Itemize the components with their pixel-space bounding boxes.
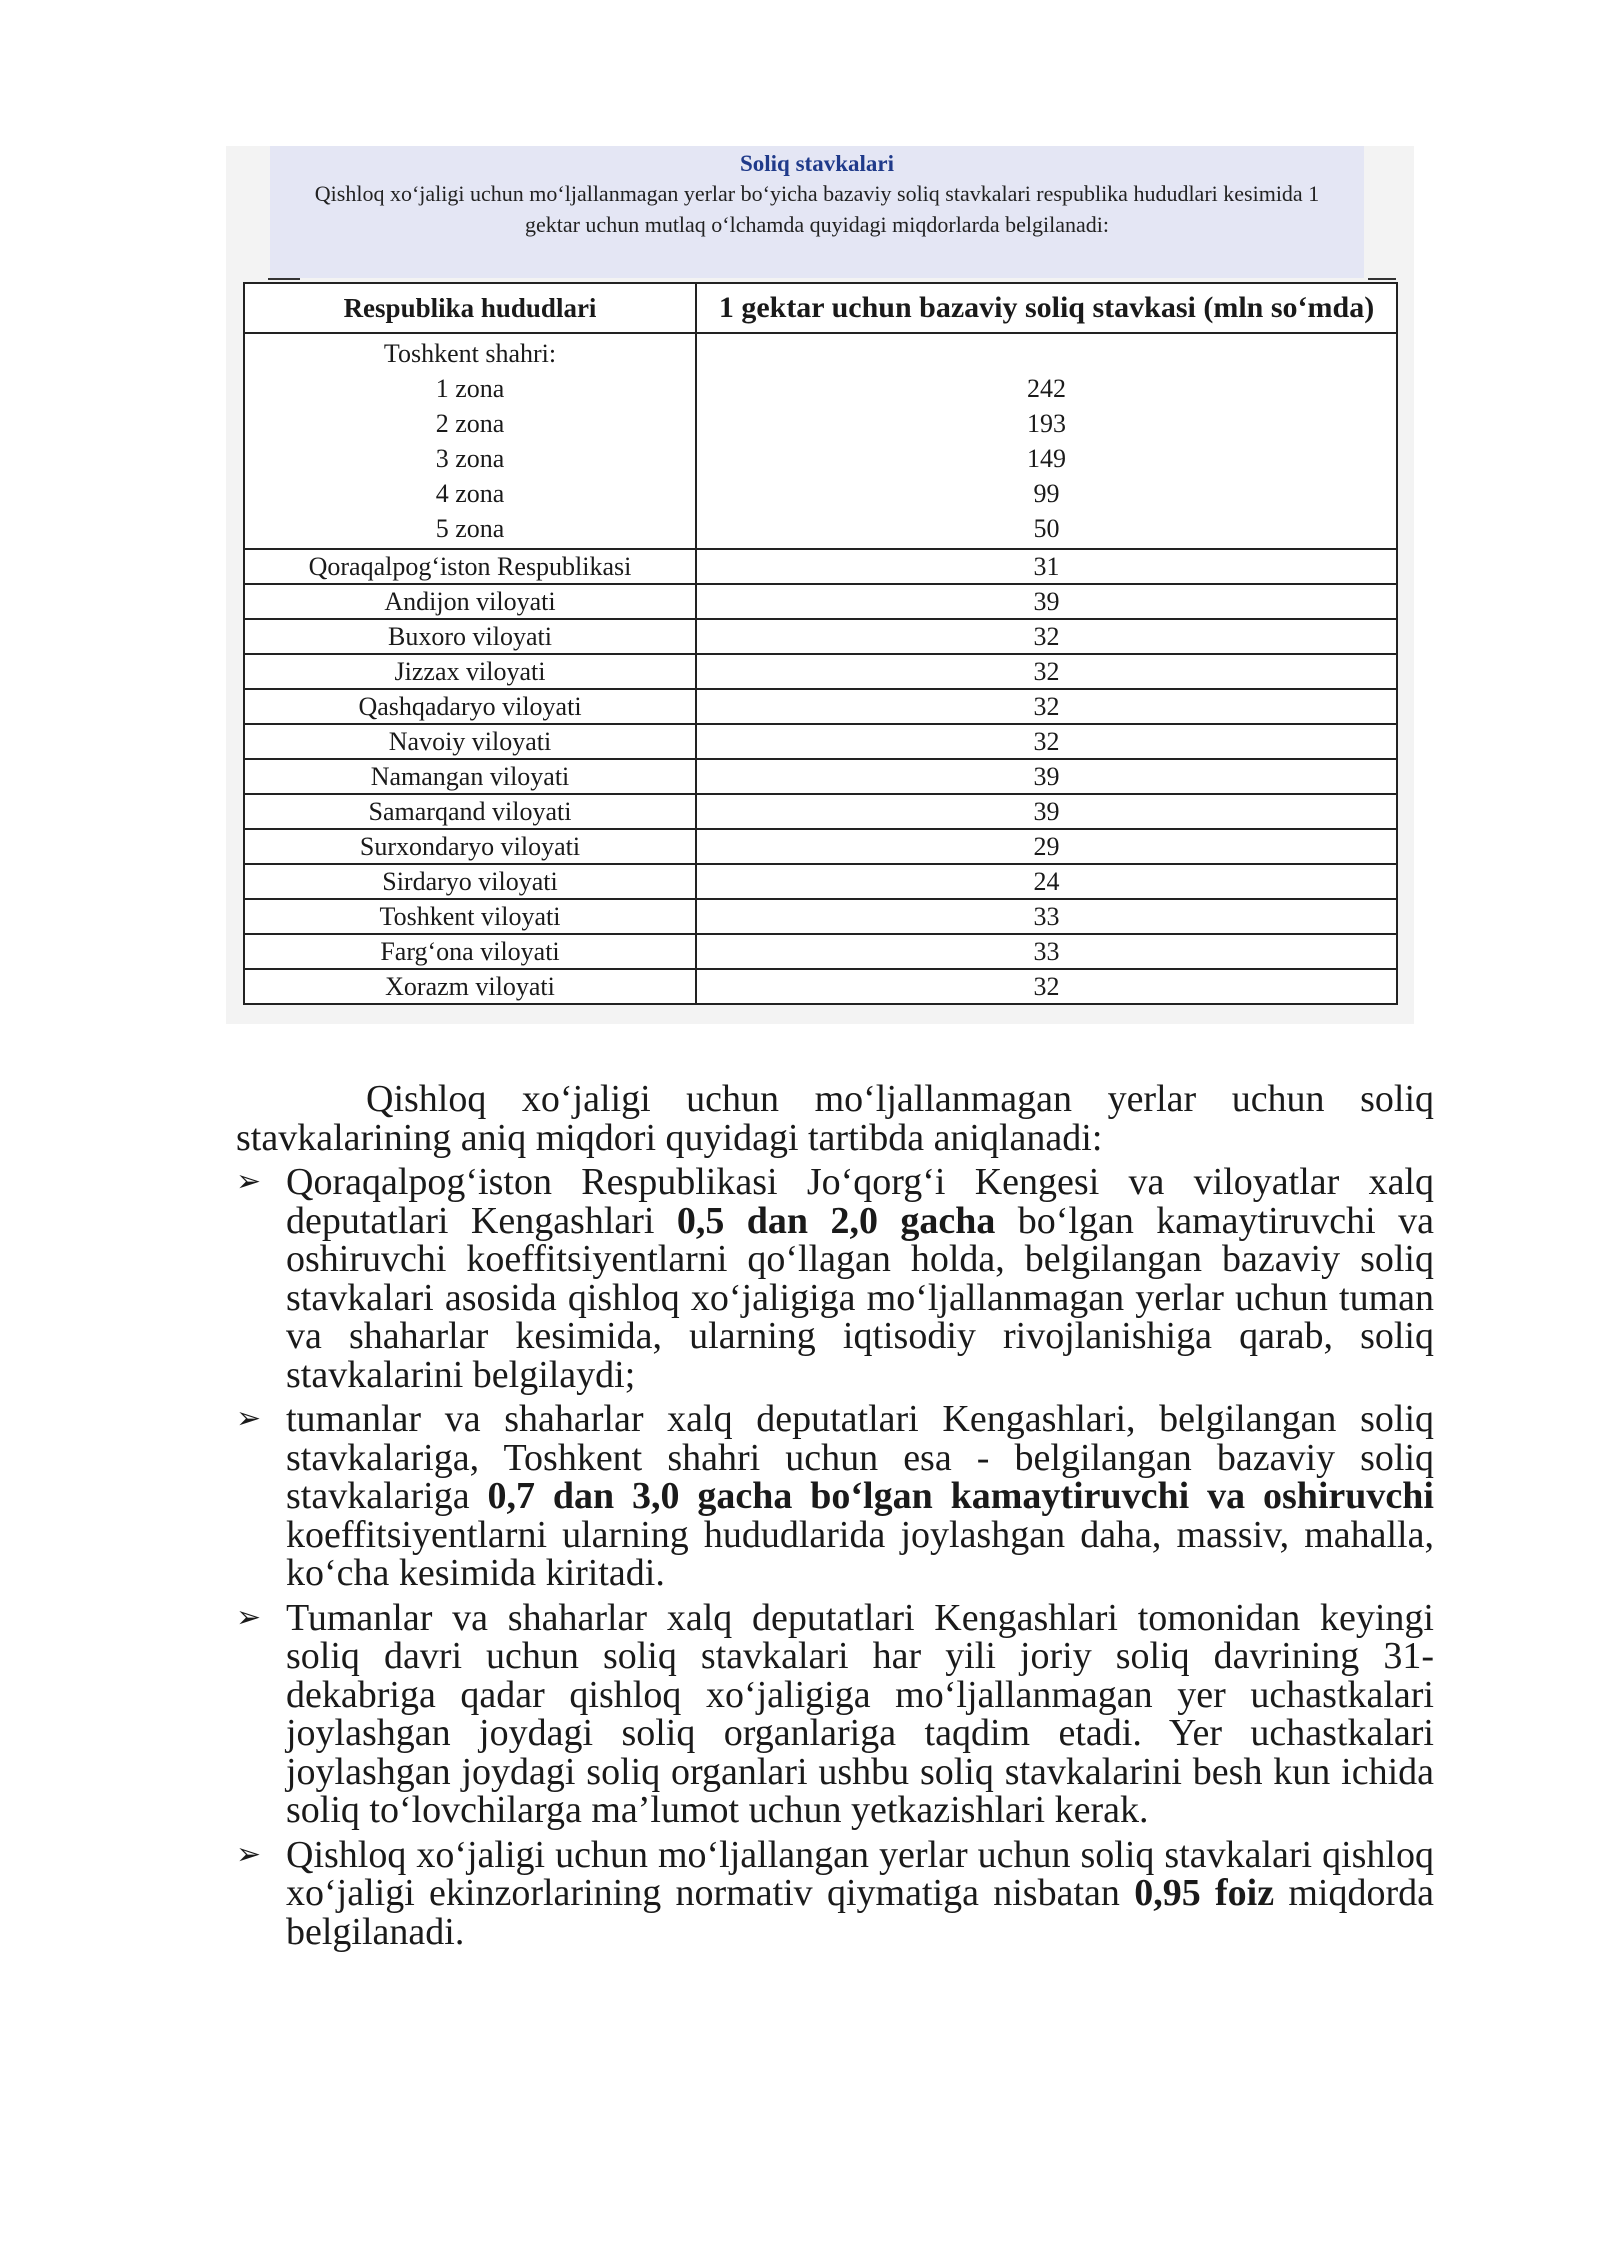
- arrow-bullet-icon: ➢: [236, 1599, 262, 1635]
- table-row: [244, 689, 1397, 724]
- zone-label: 5 zona: [435, 514, 505, 543]
- region-cell: Xorazm viloyati: [244, 969, 696, 1004]
- header-rate: 1 gektar uchun bazaviy soliq stavkasi (mln so‘mda): [696, 283, 1397, 333]
- table-row: [244, 549, 1397, 584]
- rate-cell: 33: [696, 899, 1397, 934]
- highlight-text: 0,5 dan 2,0 gacha: [676, 1199, 996, 1242]
- region-cell: Samarqand viloyati: [244, 794, 696, 829]
- arrow-bullet-icon: ➢: [236, 1164, 262, 1199]
- table-row: [244, 864, 1397, 899]
- header-regions: Respublika hududlari: [244, 283, 696, 333]
- region-cell: Namangan viloyati: [244, 759, 696, 794]
- highlight-text: 0,7 dan 3,0 gacha bo‘lgan kamaytiruvchi va oshiruvchi: [487, 1475, 1434, 1517]
- table-header-row: [244, 283, 1397, 333]
- table-row: [244, 934, 1397, 969]
- tashkent-city-label: Toshkent shahri:: [383, 339, 557, 368]
- region-cell: Qashqadaryo viloyati: [244, 689, 696, 724]
- zone-label: 4 zona: [435, 479, 505, 508]
- region-cell: Buxoro viloyati: [244, 619, 696, 654]
- table-row: [244, 899, 1397, 934]
- zone-label: 1 zona: [435, 374, 505, 403]
- tashkent-city-values: [696, 333, 1397, 549]
- rate-cell: 32: [696, 689, 1397, 724]
- tashkent-city-cell: [244, 333, 696, 549]
- table-screenshot: [226, 146, 1414, 1024]
- table-row: [244, 969, 1397, 1004]
- zone-rate: 242: [1027, 374, 1066, 403]
- intro-paragraph: Qishloq xo‘jaligi uchun mo‘ljallanmagan yerlar uchun soliq stavkalarining aniq miqdori quyidagi tartibda aniqlanadi:: [236, 1078, 1434, 1159]
- tax-rates-table: [243, 282, 1398, 1005]
- divider-left: [268, 278, 300, 280]
- region-cell: Toshkent viloyati: [244, 899, 696, 934]
- rate-cell: 32: [696, 654, 1397, 689]
- region-cell: Sirdaryo viloyati: [244, 864, 696, 899]
- highlight-text: 0,95 foiz: [1134, 1872, 1275, 1914]
- list-item: ➢ Tumanlar va shaharlar xalq deputatlari Kengashlari tomonidan keyingi soliq davri uchun soliq stavkalari har yili joriy soliq davrining 31-dekabriga qadar qishloq xo‘jaligiga mo‘ljallanmagan yer uchastkalari joylashgan joydagi soliq organlariga taqdim etadi. Yer uchastkalari joylashgan joydagi soliq organlari ushbu soliq stavkalarini besh kun ichida soliq to‘lovchilarga ma’lumot uchun yetkazishlari kerak.: [236, 1596, 1434, 1831]
- table-row-tashkent-city: [244, 333, 1397, 549]
- region-cell: Jizzax viloyati: [244, 654, 696, 689]
- table-row: [244, 584, 1397, 619]
- rate-cell: 31: [696, 549, 1397, 584]
- zone-rate: 193: [1027, 409, 1066, 438]
- table-row: [244, 724, 1397, 759]
- zone-rate: 50: [1033, 514, 1060, 543]
- rate-cell: 39: [696, 794, 1397, 829]
- list-item: ➢ Qoraqalpog‘iston Respublikasi Jo‘qorg‘i Kengesi va viloyatlar xalq deputatlari Kengashlari 0,5 dan 2,0 gacha bo‘lgan kamaytiruvchi va oshiruvchi koeffitsiyentlarni qo‘llagan holda, belgilangan bazaviy soliq stavkalari asosida qishloq xo‘jaligiga mo‘ljallanmagan yerlar uchun tuman va shaharlar kesimida, ularning iqtisodiy rivojlanishiga qarab, soliq stavkalarini belgilaydi;: [236, 1161, 1434, 1396]
- rate-cell: 32: [696, 724, 1397, 759]
- region-cell: Navoiy viloyati: [244, 724, 696, 759]
- zone-label: 2 zona: [435, 409, 505, 438]
- divider-right: [1368, 278, 1396, 280]
- document-body: [236, 1080, 1434, 1957]
- rate-cell: 32: [696, 969, 1397, 1004]
- arrow-bullet-icon: ➢: [236, 1836, 262, 1872]
- region-cell: Farg‘ona viloyati: [244, 934, 696, 969]
- arrow-bullet-icon: ➢: [236, 1401, 262, 1436]
- rate-cell: 33: [696, 934, 1397, 969]
- table-row: [244, 759, 1397, 794]
- region-cell: Surxondaryo viloyati: [244, 829, 696, 864]
- zone-rate: 99: [1033, 479, 1060, 508]
- table-row: [244, 829, 1397, 864]
- zone-label: 3 zona: [435, 444, 505, 473]
- table-row: [244, 619, 1397, 654]
- rate-cell: 39: [696, 584, 1397, 619]
- table-title: Soliq stavkalari: [739, 151, 894, 176]
- rules-list: [236, 1163, 1434, 1951]
- region-cell: Andijon viloyati: [244, 584, 696, 619]
- list-item: ➢ Qishloq xo‘jaligi uchun mo‘ljallangan yerlar uchun soliq stavkalari qishloq xo‘jaligi ekinzorlarining normativ qiymatiga nisbatan 0,95 foiz miqdorda belgilanadi.: [236, 1833, 1435, 1953]
- rate-cell: 29: [696, 829, 1397, 864]
- region-cell: Qoraqalpog‘iston Respublikasi: [244, 549, 696, 584]
- rate-cell: 24: [696, 864, 1397, 899]
- list-item: ➢ tumanlar va shaharlar xalq deputatlari Kengashlari, belgilangan soliq stavkalariga, Toshkent shahri uchun esa - belgilangan bazaviy soliq stavkalariga 0,7 dan 3,0 gacha bo‘lgan kamaytiruvchi va oshiruvchi koeffitsiyentlarni ularning hududlarida joylashgan daha, massiv, mahalla, ko‘cha kesimida kiritadi.: [236, 1398, 1434, 1594]
- table-banner: [270, 146, 1364, 278]
- rate-cell: 32: [696, 619, 1397, 654]
- rate-cell: 39: [696, 759, 1397, 794]
- table-row: [244, 654, 1397, 689]
- zone-rate: 149: [1027, 444, 1066, 473]
- table-row: [244, 794, 1397, 829]
- table-description: Qishloq xo‘jaligi uchun mo‘ljallanmagan yerlar bo‘yicha bazaviy soliq stavkalari respublika hududlari kesimida 1 gektar uchun mutlaq o‘lchamda quyidagi miqdorlarda belgilanadi:: [314, 181, 1320, 237]
